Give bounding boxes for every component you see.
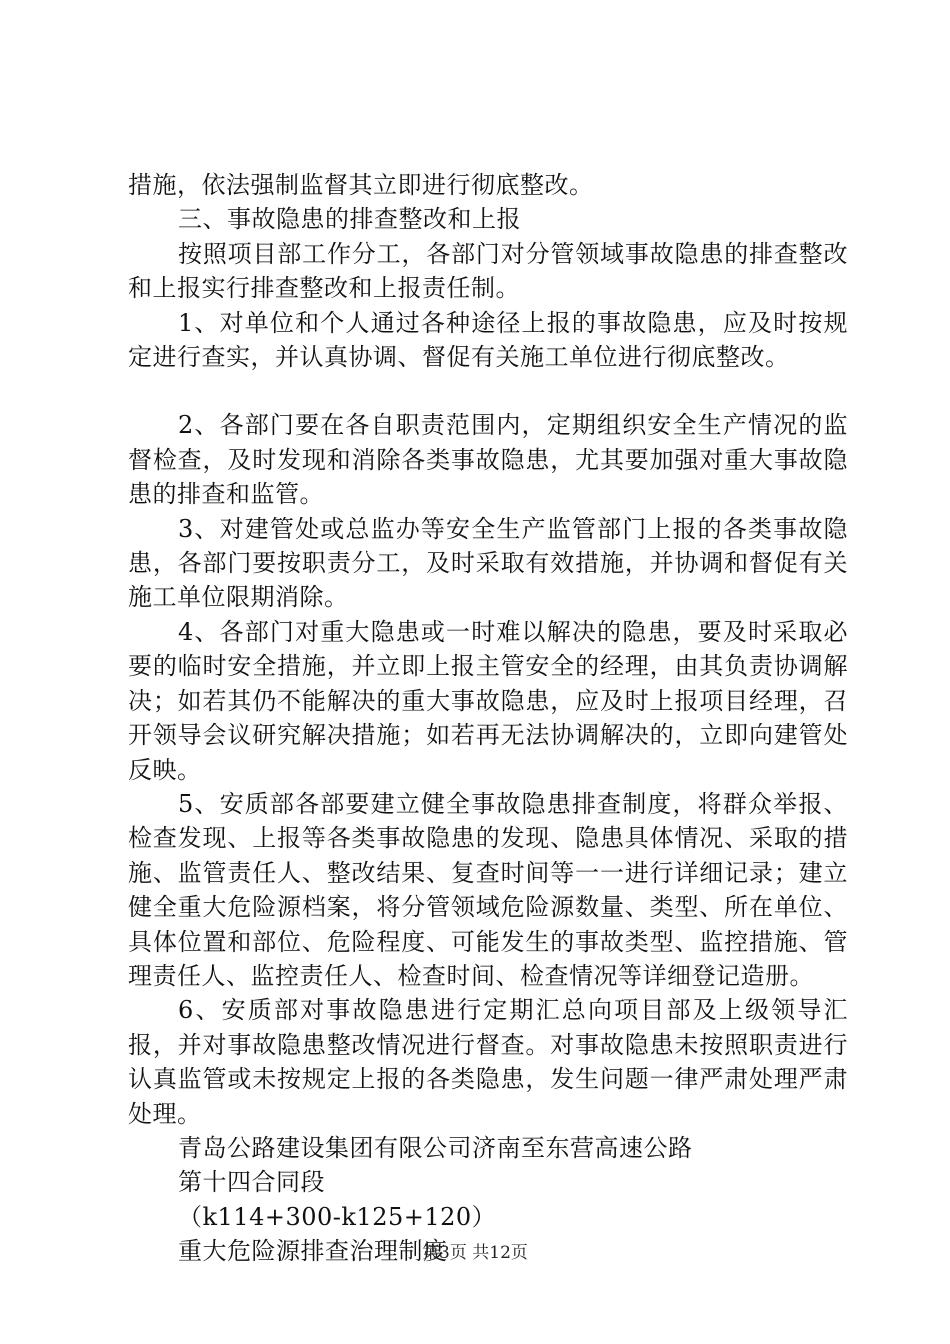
paragraph-item-6: 6、安质部对事故隐患进行定期汇总向项目部及上级领导汇报，并对事故隐患整改情况进行督查。对事故隐患未按照职责进行认真监管或未按规定上报的各类隐患，发生问题一律严肃处理严肃处理。 bbox=[128, 996, 848, 1128]
company-line: 青岛公路建设集团有限公司济南至东营高速公路 bbox=[178, 1133, 693, 1162]
document-title-line: 重大危险源排查治理制度 bbox=[178, 1237, 448, 1266]
section-heading: 三、事故隐患的排查整改和上报 bbox=[178, 205, 521, 234]
paragraph-item-4: 4、各部门对重大隐患或一时难以解决的隐患，要及时采取必要的临时安全措施，并立即上报主管安全的经理，由其负责协调解决；如若其仍不能解决的重大事故隐患，应及时上报项目经理，召开领导会议研究解决措施；如若再无法协调解决的，立即向建管处反映。 bbox=[128, 617, 848, 784]
paragraph-continuation: 措施，依法强制监督其立即进行彻底整改。 bbox=[128, 171, 594, 199]
contract-section-line: 第十四合同段 bbox=[178, 1168, 325, 1197]
chainage-line: （k114+300-k125+120） bbox=[178, 1202, 497, 1231]
paragraph-item-3: 3、对建管处或总监办等安全生产监管部门上报的各类事故隐患，各部门要按职责分工，及时采取有效措施，并协调和督促有关施工单位限期消除。 bbox=[128, 514, 848, 612]
paragraph-item-2: 2、各部门要在各自职责范围内，定期组织安全生产情况的监督检查，及时发现和消除各类事故隐患，尤其要加强对重大事故隐患的排查和监管。 bbox=[128, 411, 848, 509]
page-number-footer: 第3页 共12页 bbox=[422, 1243, 528, 1263]
paragraph-item-5: 5、安质部各部要建立健全事故隐患排查制度，将群众举报、检查发现、上报等各类事故隐患的发现、隐患具体情况、采取的措施、监管责任人、整改结果、复查时间等一一进行详细记录；建立健全重大危险源档案，将分管领域危险源数量、类型、所在单位、具体位置和部位、危险程度、可能发生的事故类型、监控措施、管理责任人、监控责任人、检查时间、检查情况等详细登记造册。 bbox=[128, 789, 848, 990]
document-body bbox=[128, 168, 848, 1269]
paragraph-intro: 按照项目部工作分工，各部门对分管领域事故隐患的排查整改和上报实行排查整改和上报责任制。 bbox=[128, 239, 848, 303]
paragraph-item-1: 1、对单位和个人通过各种途径上报的事故隐患，应及时按规定进行查实，并认真协调、督促有关施工单位进行彻底整改。 bbox=[128, 308, 848, 372]
